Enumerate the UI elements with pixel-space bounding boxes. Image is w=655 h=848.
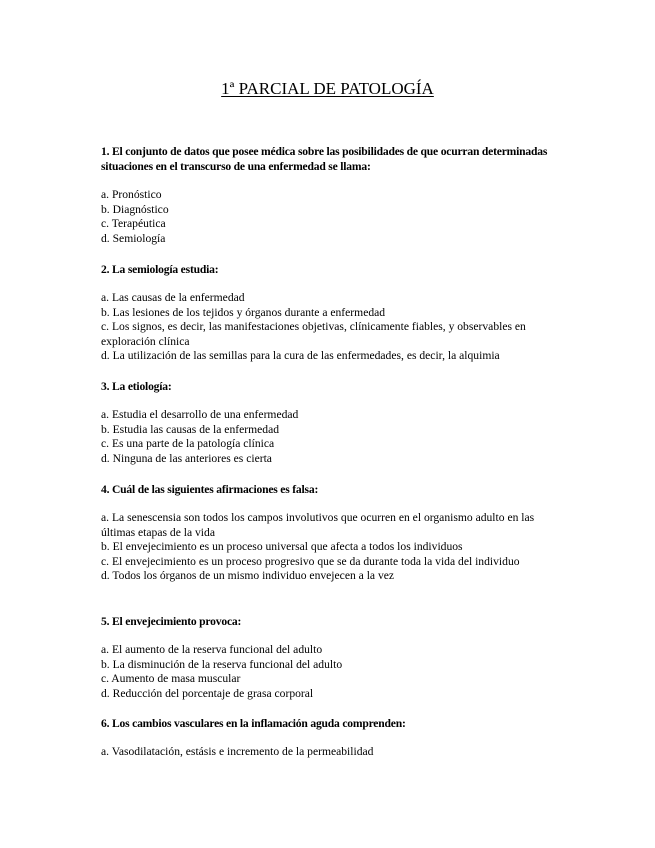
question-block-3 bbox=[101, 379, 561, 466]
answer-option: a. Vasodilatación, estásis e incremento de la permeabilidad bbox=[101, 745, 374, 758]
answer-option: d. Reducción del porcentaje de grasa corporal bbox=[101, 686, 314, 700]
question-block-6 bbox=[101, 716, 561, 760]
page-title: 1ª PARCIAL DE PATOLOGÍA bbox=[221, 79, 434, 98]
answer-option: a. El aumento de la reserva funcional del adulto bbox=[101, 643, 323, 656]
answer-option: b. Diagnóstico bbox=[101, 202, 169, 216]
answer-option: c. Aumento de masa muscular bbox=[101, 672, 241, 686]
answer-option: c. Es una parte de la patología clínica bbox=[101, 437, 275, 451]
question-text: 6. Los cambios vasculares en la inflamación aguda comprenden: bbox=[101, 717, 406, 730]
answer-option: d. Todos los órganos de un mismo individuo envejecen a la vez bbox=[101, 569, 395, 583]
answer-option: c. El envejecimiento es un proceso progresivo que se da durante toda la vida del individuo bbox=[101, 554, 520, 568]
question-block-2 bbox=[101, 262, 561, 364]
question-text: 2. La semiología estudia: bbox=[101, 263, 219, 276]
question-text: 4. Cuál de las siguientes afirmaciones es falsa: bbox=[101, 483, 319, 496]
answer-option: a. La senescensia son todos los campos involutivos que ocurren en el organismo adulto en las últimas etapas de la vida bbox=[101, 511, 535, 539]
question-text: 3. La etiología: bbox=[101, 380, 172, 393]
answer-option: b. Las lesiones de los tejidos y órganos durante a enfermedad bbox=[101, 305, 386, 319]
answer-option: c. Los signos, es decir, las manifestaciones objetivas, clínicamente fiables, y observables en exploración clínica bbox=[101, 320, 526, 348]
question-text: 5. El envejecimiento provoca: bbox=[101, 615, 242, 628]
question-block-1 bbox=[101, 144, 561, 246]
answer-option: d. Semiología bbox=[101, 231, 166, 245]
question-block-5 bbox=[101, 614, 561, 701]
answer-option: a. Las causas de la enfermedad bbox=[101, 291, 245, 304]
answer-option: a. Estudia el desarrollo de una enfermedad bbox=[101, 408, 299, 421]
answer-option: b. La disminución de la reserva funcional del adulto bbox=[101, 657, 343, 671]
answer-option: d. Ninguna de las anteriores es cierta bbox=[101, 451, 272, 465]
question-text: 1. El conjunto de datos que posee médica sobre las posibilidades de que ocurran determinadas situaciones en el transcurso de una enfermedad se llama: bbox=[101, 145, 548, 173]
answer-option: d. La utilización de las semillas para la cura de las enfermedades, es decir, la alquimia bbox=[101, 349, 500, 363]
question-block-4 bbox=[101, 482, 561, 584]
answer-option: b. El envejecimiento es un proceso universal que afecta a todos los individuos bbox=[101, 540, 463, 554]
answer-option: a. Pronóstico bbox=[101, 188, 162, 201]
answer-option: b. Estudia las causas de la enfermedad bbox=[101, 422, 280, 436]
answer-option: c. Terapéutica bbox=[101, 217, 166, 231]
